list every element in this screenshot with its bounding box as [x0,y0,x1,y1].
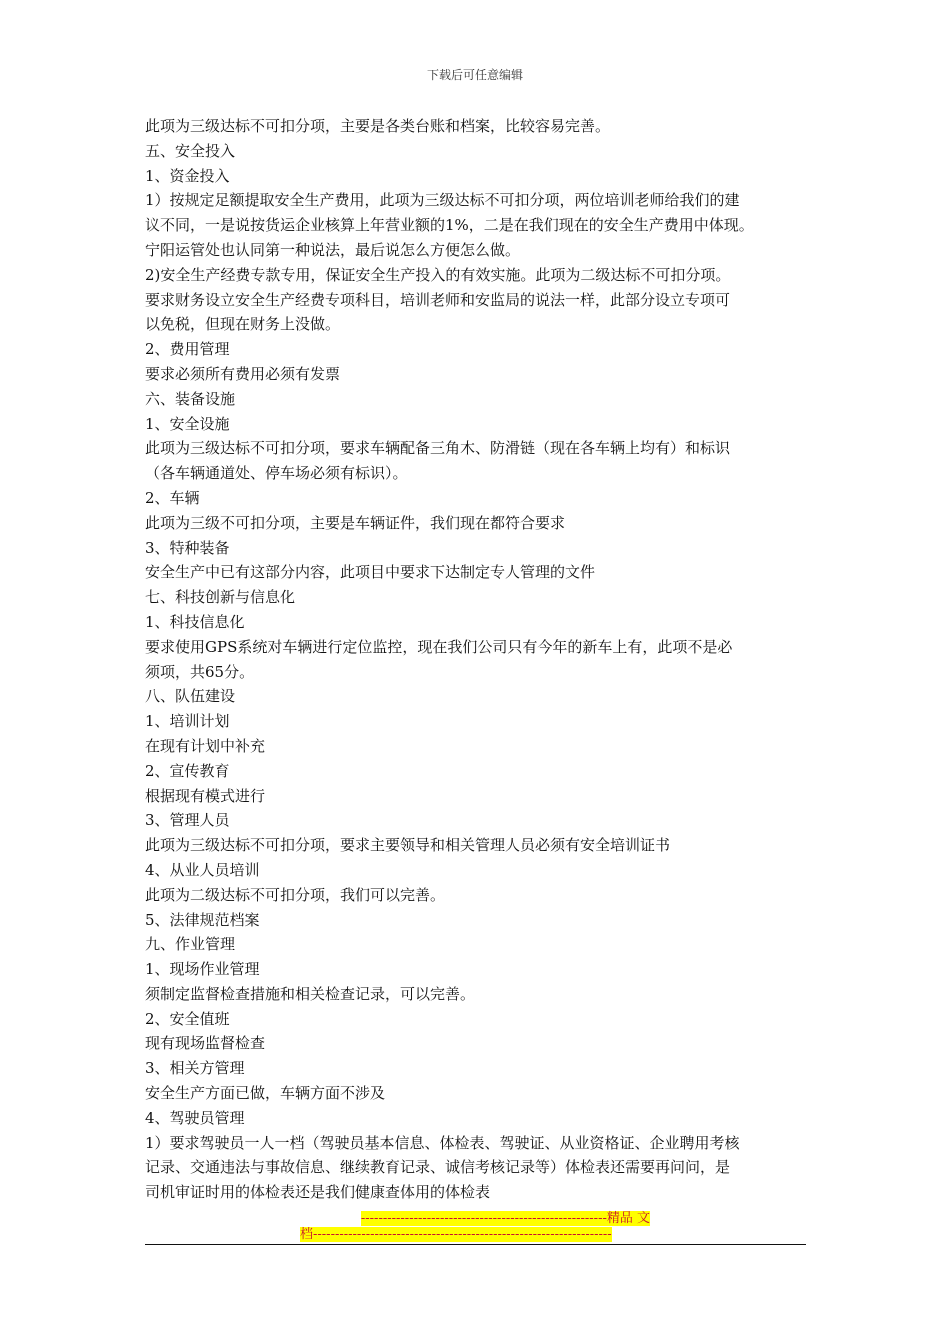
body-line: 司机审证时用的体检表还是我们健康查体用的体检表 [145,1183,491,1202]
body-line: 1）按规定足额提取安全生产费用，此项为三级达标不可扣分项，两位培训老师给我们的建 [145,191,740,210]
subsection-heading: 1、培训计划 [145,712,230,731]
body-line: 议不同，一是说按货运企业核算上年营业额的1%，二是在我们现在的安全生产费用中体现。 [145,216,754,235]
body-line: 以免税，但现在财务上没做。 [145,315,341,334]
subsection-heading: 1、安全设施 [145,414,230,433]
body-line: （各车辆通道处、停车场必须有标识）。 [145,464,408,483]
footer-watermark [300,1211,650,1243]
section-heading: 五、安全投入 [145,141,236,160]
body-line: 宁阳运管处也认同第一种说法，最后说怎么方便怎么做。 [145,240,521,259]
section-heading: 七、科技创新与信息化 [145,588,296,607]
page-header: 下载后可任意编辑 [426,68,523,82]
body-line: 此项为三级达标不可扣分项，主要是各类台账和档案，比较容易完善。 [145,117,611,135]
body-line: 要求财务设立安全生产经费专项科目，培训老师和安监局的说法一样，此部分设立专项可 [145,290,731,309]
subsection-heading: 3、相关方管理 [145,1059,245,1078]
footer-watermark-line2: 档-------------------------------------------------------------------- [300,1227,612,1242]
subsection-heading: 2、宣传教育 [145,761,230,780]
body-line: 2)安全生产经费专款专用，保证安全生产投入的有效实施。此项为二级达标不可扣分项。 [145,265,731,284]
body-line: 须项，共65分。 [145,662,255,681]
subsection-heading: 2、费用管理 [145,340,230,359]
section-heading: 九、作业管理 [145,935,236,954]
body-line: 1）要求驾驶员一人一档（驾驶员基本信息、体检表、驾驶证、从业资格证、企业聘用考核 [145,1133,740,1152]
body-line: 现有现场监督检查 [145,1034,266,1053]
body-line: 须制定监督检查措施和相关检查记录，可以完善。 [145,984,476,1003]
subsection-heading: 3、管理人员 [145,811,230,830]
section-heading: 八、队伍建设 [145,687,236,706]
body-line: 要求使用GPS系统对车辆进行定位监控，现在我们公司只有今年的新车上有，此项不是必 [145,637,733,656]
body-line: 此项为三级不可扣分项，主要是车辆证件，我们现在都符合要求 [145,513,566,532]
subsection-heading: 3、特种装备 [145,538,230,557]
body-line: 此项为二级达标不可扣分项，我们可以完善。 [145,885,446,904]
footer-watermark-line1: --------------------------------------------------------精品 文 [360,1211,650,1226]
subsection-heading: 1、现场作业管理 [145,960,260,979]
section-heading: 六、装备设施 [145,389,236,408]
subsection-heading: 4、从业人员培训 [145,860,260,879]
subsection-heading: 4、驾驶员管理 [145,1108,245,1127]
body-line: 此项为三级达标不可扣分项，要求车辆配备三角木、防滑链（现在各车辆上均有）和标识 [145,439,731,458]
body-line: 根据现有模式进行 [145,786,266,805]
subsection-heading: 2、车辆 [145,488,200,507]
body-line: 记录、交通违法与事故信息、继续教育记录、诚信考核记录等）体检表还需要再问问，是 [145,1158,731,1177]
footer-divider [145,1244,806,1245]
body-line: 要求必须所有费用必须有发票 [145,364,341,383]
body-line: 在现有计划中补充 [145,736,266,755]
body-line: 此项为三级达标不可扣分项，要求主要领导和相关管理人员必须有安全培训证书 [145,836,671,855]
body-line: 安全生产中已有这部分内容，此项目中要求下达制定专人管理的文件 [145,563,596,582]
body-line: 安全生产方面已做，车辆方面不涉及 [145,1084,386,1103]
document-body [145,114,815,1205]
subsection-heading: 5、法律规范档案 [145,910,260,929]
subsection-heading: 1、科技信息化 [145,612,245,631]
subsection-heading: 1、资金投入 [145,166,230,185]
subsection-heading: 2、安全值班 [145,1009,230,1028]
